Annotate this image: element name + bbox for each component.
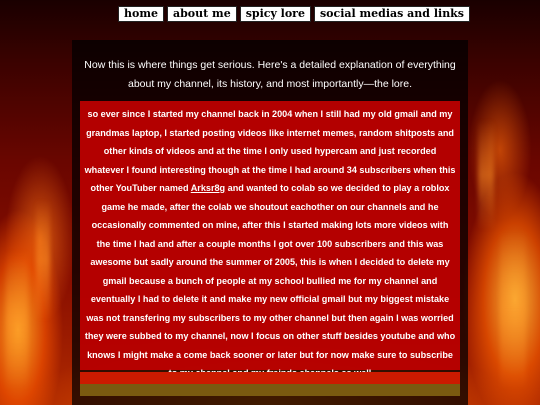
- nav-link-spicy-lore[interactable]: spicy lore: [240, 6, 311, 22]
- lore-bottom-band: [80, 384, 460, 396]
- nav-link-social-medias[interactable]: social medias and links: [314, 6, 470, 22]
- top-nav: [118, 6, 470, 22]
- lore-text: [84, 105, 456, 383]
- nav-link-home[interactable]: home: [118, 6, 164, 22]
- flame-left-1: [6, 250, 28, 390]
- nav-link-about-me[interactable]: about me: [167, 6, 237, 22]
- intro-text: Now this is where things get serious. Here's a detailed explanation of everything about my channel, its history, and most importantly—the lore.: [84, 59, 456, 90]
- youtuber-link[interactable]: Arksr8g: [190, 183, 226, 193]
- lore-text-part-2: and wanted to colab so we decided to play a roblox game he made, after the colab we shoutout eachother on our channels and he occasionally commented on mine, after this I started making lots more videos with the time I had and after a couple months I got over 100 subscribers and this was awesome but sadly around the summer of 2005, this is when I decided to delete my gmail because a bunch of people at my school bullied me for my channel and eventually I had to delete it and make my new official gmail but my biggest mistake was not transfering my subscribers to my other channel but then again I was worried they were subbed to my channel, now I focus on other stuff besides youtube and who knows I might make a come back sooner or later but for now make sure to subscribe: [84, 183, 456, 360]
- lore-text-part-1: so ever since I started my channel back in 2004 when I still had my old gmail and my grandmas laptop, I started posting videos like internet memes, random shitposts and other kinds of videos and at the time I only used hypercam and just recorded whatever I found interesting though at the time I had around 34 subscribers when this other YouTuber named: [84, 109, 456, 193]
- flame-left-2: [36, 200, 50, 320]
- flame-right-2: [478, 120, 494, 230]
- flame-right-1: [500, 230, 526, 390]
- lore-bottom-strip: [80, 372, 460, 384]
